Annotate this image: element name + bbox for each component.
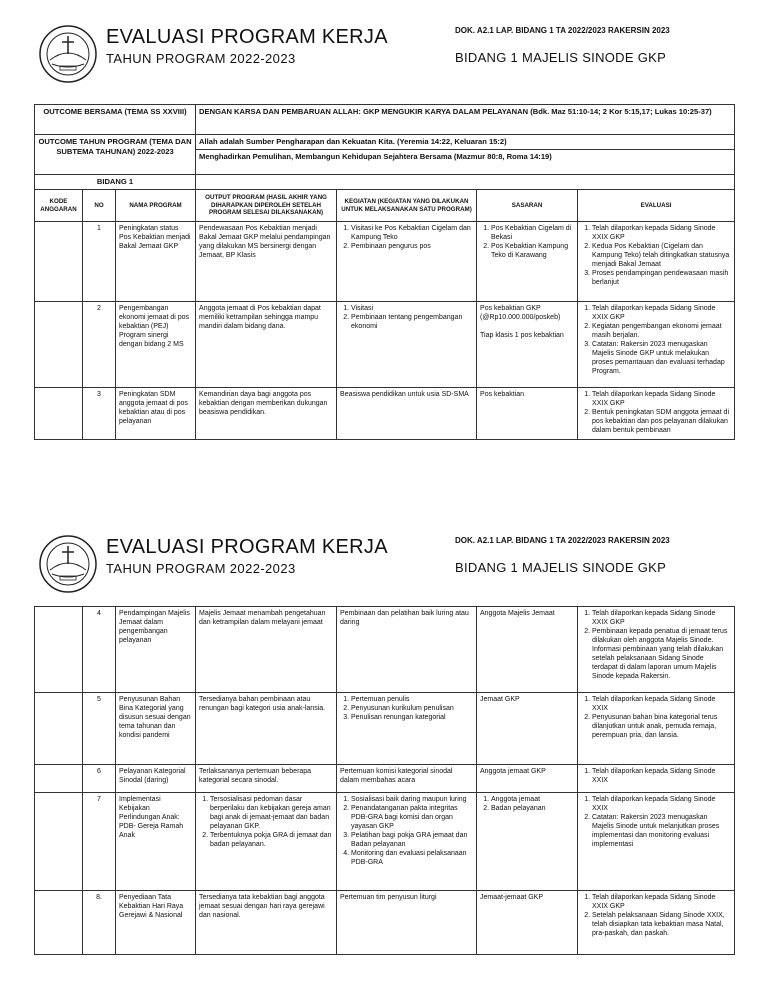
row-no: 4: [83, 607, 116, 693]
col-nama: NAMA PROGRAM: [116, 190, 196, 222]
row-nama: Penyediaan Tata Kebaktian Hari Raya Gerejawi & Nasional: [116, 891, 196, 955]
row-kegiatan-list: 1. Visitasi 2. Pembinaan tentang pengembangan ekonomi: [340, 304, 473, 331]
col-sasaran: SASARAN: [477, 190, 578, 222]
row-no: 2: [83, 302, 116, 388]
row-kegiatan: Beasiswa pendidikan untuk usia SD-SMA: [337, 388, 477, 440]
document-code: DOK. A2.1 LAP. BIDANG 1 TA 2022/2023 RAKERSIN 2023: [455, 536, 670, 545]
col-kegiatan: KEGIATAN (KEGIATAN YANG DILAKUKAN UNTUK MELAKSANAKAN SATU PROGRAM): [337, 190, 477, 222]
outcome-tahunan-row: [35, 135, 735, 175]
page-title: EVALUASI PROGRAM KERJA: [106, 536, 388, 558]
row-sasaran-2: Tiap klasis 1 pos kebaktian: [480, 332, 564, 339]
row-output: Kemandirian daya bagi anggota pos kebaktian dengan memberikan dukungan beasiswa pendidikan.: [196, 388, 337, 440]
gkp-seal-icon: [38, 534, 98, 594]
row-evaluasi-list: 1. Telah dilaporkan kepada Sidang Sinode XXIX GKP 2. Kegiatan pengembangan ekonomi jemaat masih berjalan. 3. Catatan: Rakersin 2023 menugaskan Majelis Sinode GKP untuk melakukan proses pemantauan dan evaluasi terhadap Program.: [581, 304, 731, 376]
row-evaluasi-list: 1. Telah dilaporkan kepada Sidang Sinode XXIX GKP 2. Setelah pelaksanaan Sidang Sinode XXIX, telah disiapkan tata kebaktian masa Natal, pra-paskah, dan paskah.: [581, 893, 731, 938]
row-kegiatan: Pertemuan komisi kategorial sinodal dalam membahas acara: [337, 765, 477, 793]
row-nama: Pendampingan Majelis Jemaat dalam pengembangan pelayanan: [116, 607, 196, 693]
table-row: [35, 222, 735, 302]
row-output: Tersedianya bahan pembinaan atau renungan bagi kategori usia anak-lansia.: [196, 693, 337, 765]
outcome-bersama-label: OUTCOME BERSAMA (TEMA SS XXVIII): [35, 105, 196, 135]
row-no: 6: [83, 765, 116, 793]
row-output-list: 1. Tersosialisasi pedoman dasar berperilaku dan kebijakan gereja aman bagi anak di jemaat-jemaat dan badan pelayanan GKP. 2. Terbentuknya pokja GRA di jemaat dan badan pelayanan.: [199, 795, 333, 849]
row-output: Majelis Jemaat menambah pengetahuan dan ketrampilan dalam melayani jemaat: [196, 607, 337, 693]
gkp-seal-icon: [38, 24, 98, 84]
row-output: Anggota jemaat di Pos kebaktian dapat memiliki ketrampilan sehingga mampu mandiri dalam bidang dana.: [196, 302, 337, 388]
row-no: 1: [83, 222, 116, 302]
row-kegiatan: Pertemuan tim penyusun liturgi: [337, 891, 477, 955]
outcome-bersama-row: [35, 105, 735, 135]
row-no: 5: [83, 693, 116, 765]
bidang-heading: BIDANG 1 MAJELIS SINODE GKP: [455, 50, 667, 65]
outcome-tahunan-text-1: Allah adalah Sumber Pengharapan dan Kekuatan Kita. (Yeremia 14:22, Keluaran 15:2): [196, 135, 734, 150]
bidang-label: BIDANG 1: [35, 175, 196, 190]
page-2: [0, 510, 768, 1006]
table-row: [35, 891, 735, 955]
evaluation-table-page-2: [34, 606, 735, 955]
table-row: [35, 388, 735, 440]
row-no: 3: [83, 388, 116, 440]
row-evaluasi-list: 1. Telah dilaporkan kepada Sidang Sinode XXIX GKP 2. Bentuk peningkatan SDM anggota jemaat di pos kebaktian dan pos pelayanan dilakukan dalam bentuk pembinaan: [581, 390, 731, 435]
bidang-row: [35, 175, 735, 190]
row-nama: Implementasi Kebijakan Perlindungan Anak: PDB- Gereja Ramah Anak: [116, 793, 196, 891]
row-sasaran: Pos kebaktian: [477, 388, 578, 440]
evaluation-table-page-1: [34, 104, 735, 440]
row-nama: Peningkatan status Pos Kebaktian menjadi Bakal Jemaat GKP: [116, 222, 196, 302]
table-row: [35, 793, 735, 891]
bidang-heading: BIDANG 1 MAJELIS SINODE GKP: [455, 560, 667, 575]
row-sasaran: Anggota jemaat GKP: [477, 765, 578, 793]
table-row: [35, 765, 735, 793]
row-sasaran-list: 1. Pos Kebaktian Cigelam di Bekasi 2. Pos Kebaktian Kampung Teko di Karawang: [480, 224, 574, 260]
row-evaluasi-list: 1. Telah dilaporkan kepada Sidang Sinode XXIX: [581, 767, 731, 785]
table-row: [35, 693, 735, 765]
col-no: NO: [83, 190, 116, 222]
col-evaluasi: EVALUASI: [578, 190, 735, 222]
row-kegiatan: Pembinaan dan pelatihan baik luring atau daring: [337, 607, 477, 693]
outcome-tahunan-text-2: Menghadirkan Pemulihan, Membangun Kehidupan Sejahtera Bersama (Mazmur 80:8, Roma 14:19): [199, 152, 552, 161]
row-no: 8.: [83, 891, 116, 955]
row-sasaran: Jemaat-jemaat GKP: [477, 891, 578, 955]
table-row: [35, 302, 735, 388]
page-1: [0, 0, 768, 500]
row-sasaran-list: 1. Anggota jemaat 2. Badan pelayanan: [480, 795, 574, 813]
row-output: Tersedianya tata kebaktian bagi anggota jemaat sesuai dengan hari raya gerejawi dan nasional.: [196, 891, 337, 955]
row-output: Pendewasaan Pos Kebaktian menjadi Bakal Jemaat GKP melalui pendampingan yang dilakukan MS bersinergi dengan Jemaat, BP Klasis: [196, 222, 337, 302]
row-sasaran: Anggota Majelis Jemaat: [477, 607, 578, 693]
row-kegiatan-list: 1. Visitasi ke Pos Kebaktian Cigelam dan Kampung Teko 2. Pembinaan pengurus pos: [340, 224, 473, 251]
row-evaluasi-list: 1. Telah dilaporkan kepada Sidang Sinode XXIX GKP 2. Kedua Pos Kebaktian (Cigelam dan Kampung Teko) telah ditingkatkan statusnya menjadi Bakal Jemaat 3. Proses pendampingan pendewasaan masih berlanjut: [581, 224, 731, 287]
document-code: DOK. A2.1 LAP. BIDANG 1 TA 2022/2023 RAKERSIN 2023: [455, 26, 670, 35]
row-no: 7: [83, 793, 116, 891]
col-output: OUTPUT PROGRAM (HASIL AKHIR YANG DIHARAPKAN DIPEROLEH SETELAH PROGRAM SELESAI DILAKSANAKAN): [196, 190, 337, 222]
row-sasaran: Pos kebaktian GKP (@Rp10.000.000/poskeb): [480, 305, 561, 321]
col-kode: KODE ANGGARAN: [35, 190, 83, 222]
row-kegiatan-list: 1. Pertemuan penulis 2. Penyusunan kurikulum penulisan 3. Penulisan renungan kategorial: [340, 695, 473, 722]
row-nama: Peningkatan SDM anggota jemaat di pos kebaktian atau di pos pelayanan: [116, 388, 196, 440]
row-evaluasi-list: 1. Telah dilaporkan kepada Sidang Sinode XXIX 2. Catatan: Rakersin 2023 menugaskan Majelis Sinode untuk melanjutkan proses implementasi dan monitoring evaluasi implementasi: [581, 795, 731, 849]
row-nama: Pelayanan Kategorial Sinodal (daring): [116, 765, 196, 793]
program-year: TAHUN PROGRAM 2022-2023: [106, 51, 296, 66]
row-nama: Penyusunan Bahan Bina Kategorial yang disusun sesuai dengan tema tahunan dan kondisi pandemi: [116, 693, 196, 765]
outcome-tahunan-label: OUTCOME TAHUN PROGRAM (TEMA DAN SUBTEMA TAHUNAN) 2022-2023: [35, 135, 196, 175]
row-output: Terlaksananya pertemuan beberapa kategorial secara sinodal.: [196, 765, 337, 793]
outcome-bersama-text: DENGAN KARSA DAN PEMBARUAN ALLAH: GKP MENGUKIR KARYA DALAM PELAYANAN (Bdk. Maz 51:10-14; 2 Kor 5:15,17; Lukas 10:25-37): [196, 105, 735, 135]
row-evaluasi-list: 1. Telah dilaporkan kepada Sidang Sinode XXIX 2. Penyusunan bahan bina kategorial terus dilanjutkan untuk anak, pemuda remaja, perempuan pria, dan lansia.: [581, 695, 731, 740]
table-header-row: [35, 190, 735, 222]
row-evaluasi-list: 1. Telah dilaporkan kepada Sidang Sinode XXIX GKP 2. Pembinaan kepada penatua di jemaat terus dilakukan oleh anggota Majelis Sinode. Informasi pembinaan yang telah dilakukan setelah pelaksanaan Sidang Sinode terdapat di dalam laporan umum Majelis Sinode kepada Rakersin.: [581, 609, 731, 681]
program-year: TAHUN PROGRAM 2022-2023: [106, 561, 296, 576]
table-row: [35, 607, 735, 693]
row-nama: Pengembangan ekonomi jemaat di pos kebaktian (PEJ) Program sinergi dengan bidang 2 MS: [116, 302, 196, 388]
row-kegiatan-list: 1. Sosialisasi baik daring maupun luring 2. Penandatanganan pakta integritas PDB-GRA bagi komisi dan organ yayasan GKP 3. Pelatihan bagi pokja GRA jemaat dan Badan pelayanan 4. Monitoring dan evaluasi pelaksanaan PDB-GRA: [340, 795, 473, 867]
row-sasaran: Jemaat GKP: [477, 693, 578, 765]
page-title: EVALUASI PROGRAM KERJA: [106, 26, 388, 48]
